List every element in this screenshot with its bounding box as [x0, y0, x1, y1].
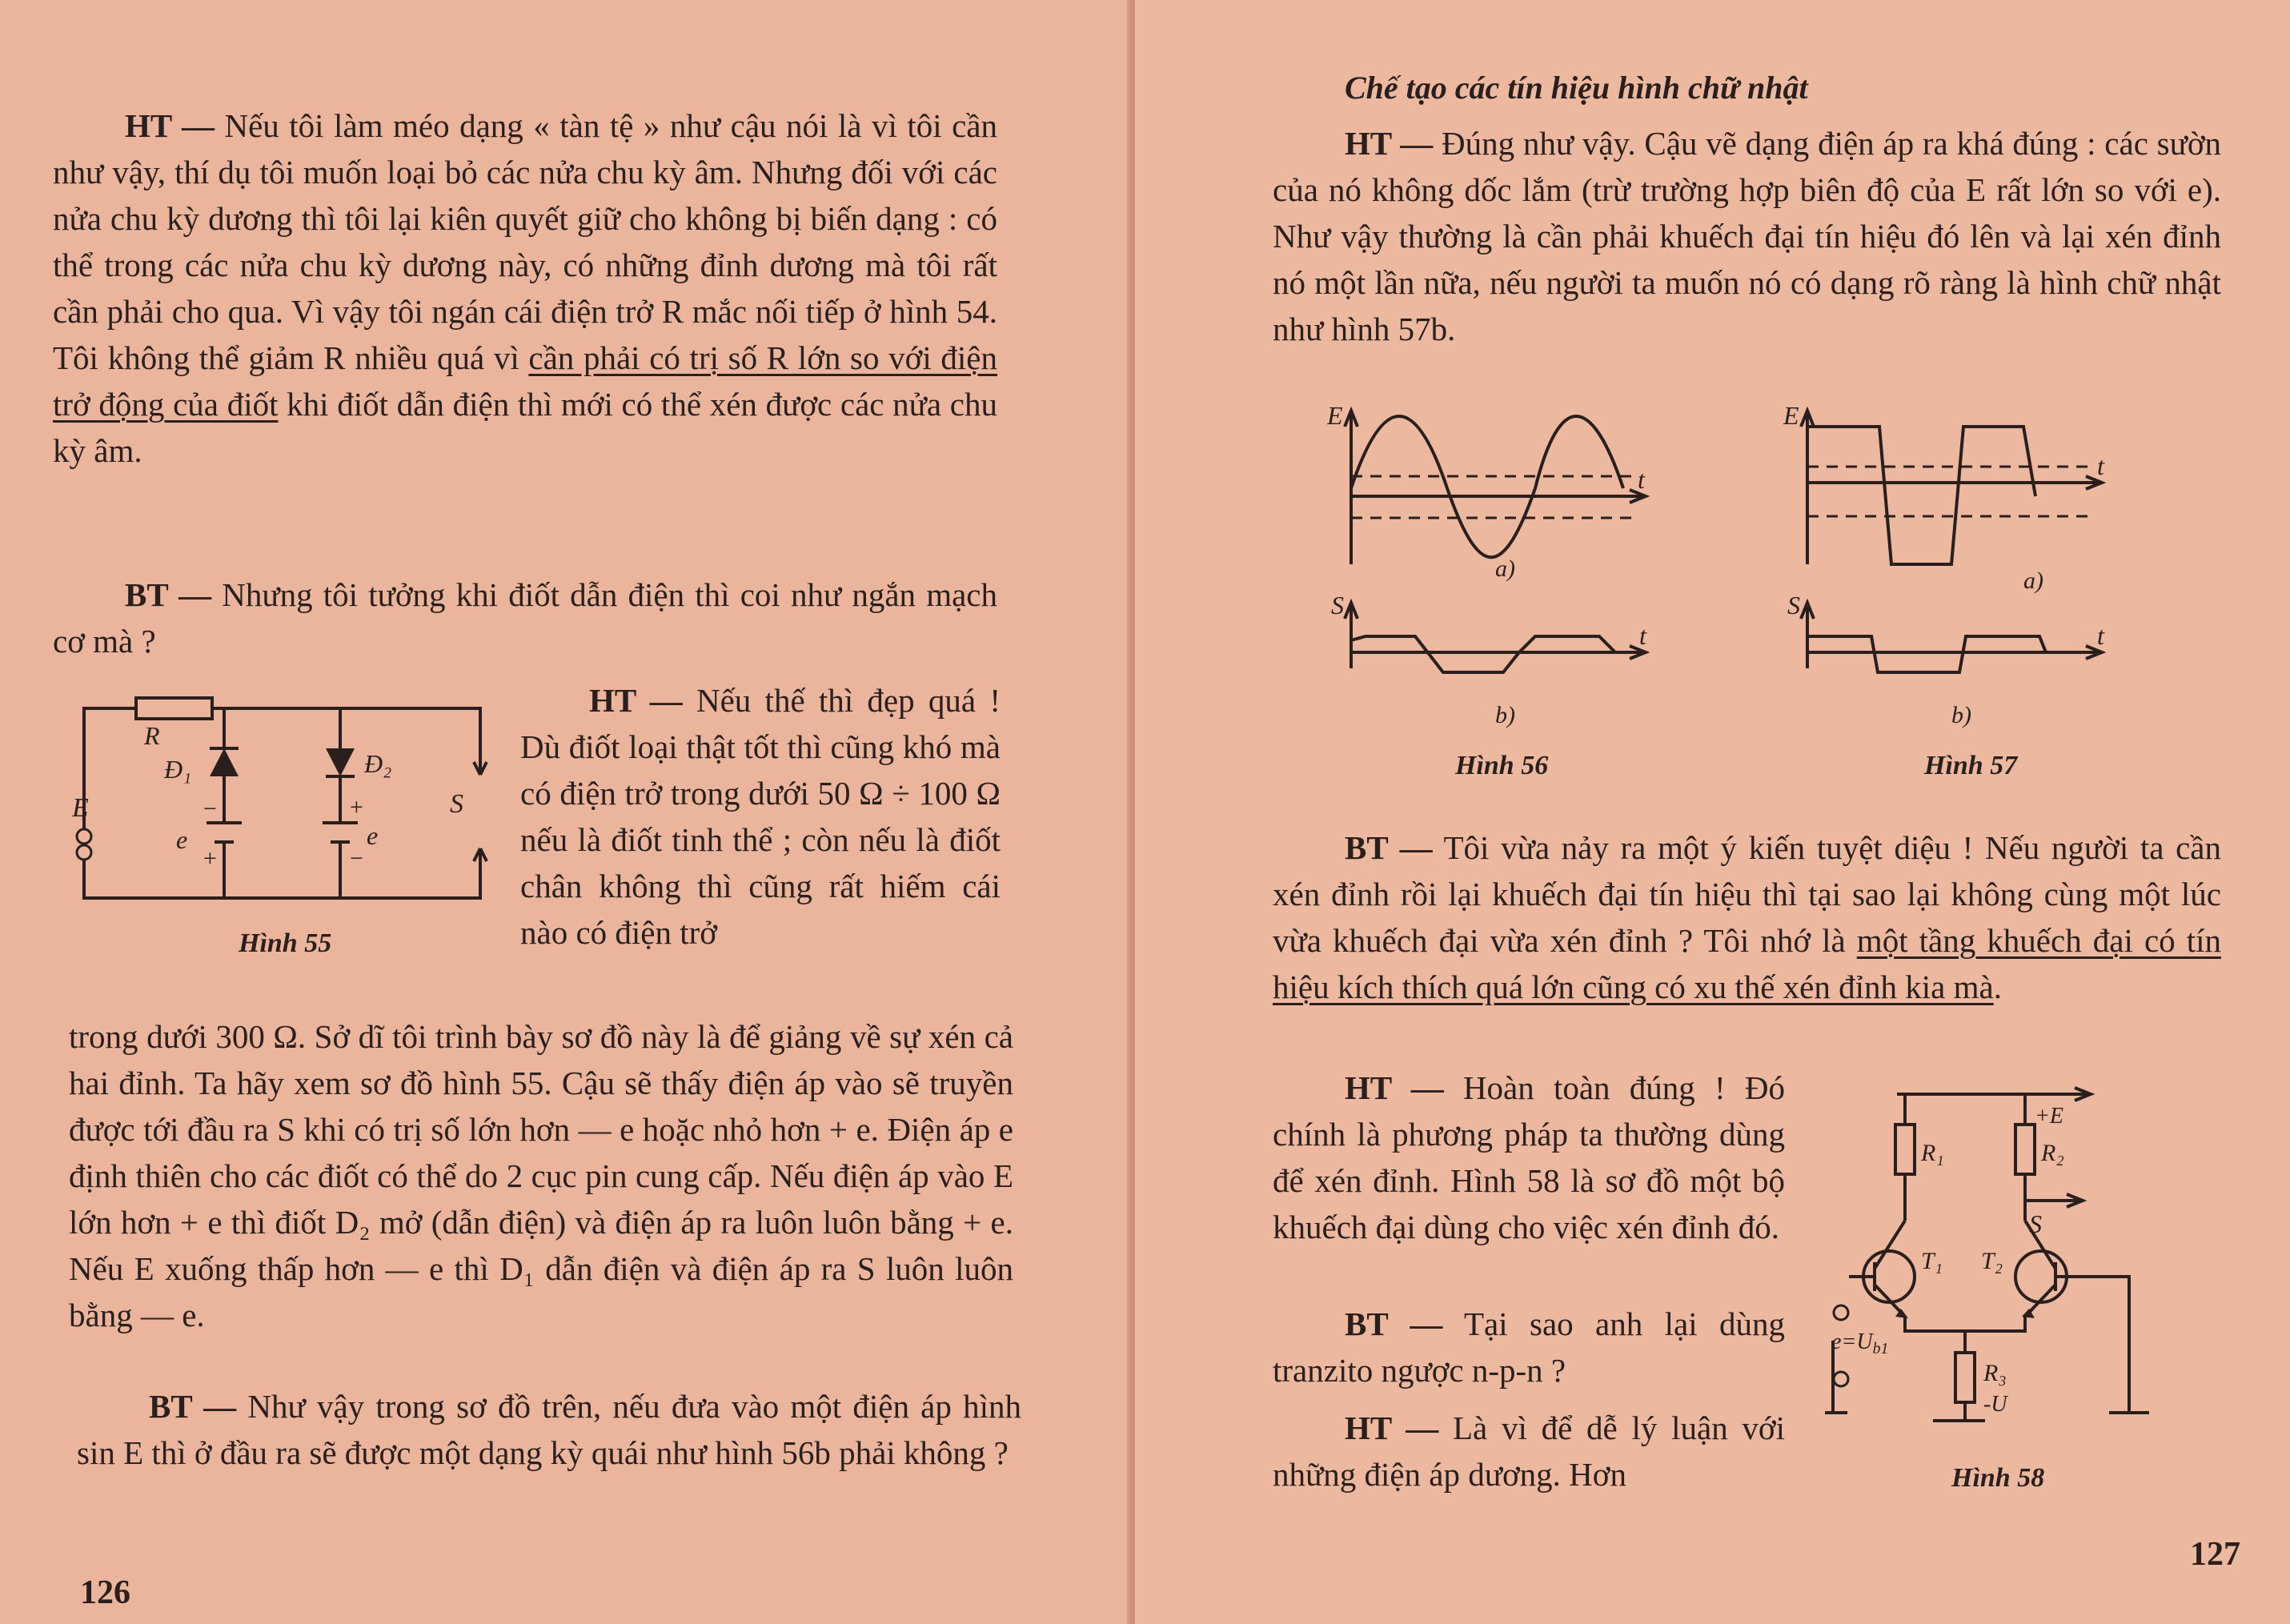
- svg-text:b): b): [1495, 702, 1515, 728]
- label-s-output: S: [2029, 1209, 2042, 1238]
- svg-text:t: t: [1639, 621, 1646, 650]
- svg-text:a): a): [1495, 555, 1515, 582]
- speaker-bt: BT —: [1345, 1305, 1443, 1342]
- label-s-output: S: [450, 789, 463, 819]
- speaker-ht: HT —: [1345, 1409, 1439, 1446]
- svg-text:b): b): [1951, 702, 1971, 728]
- svg-text:a): a): [2023, 567, 2043, 594]
- left-paragraph-3a: HT — Nếu thế thì đẹp quá ! Dù điốt loại thật tốt thì cũng khó mà có điện trở trong dưới 50 Ω ÷ 100 Ω nếu là điốt tinh thể ; còn nếu là điốt chân không thì cũng rất hiếm cái nào có điện trở: [520, 682, 1001, 951]
- speaker-bt: BT —: [149, 1388, 237, 1425]
- right-paragraph-5: HT — Là vì để dễ lý luận với những điện áp dương. Hơn: [1273, 1409, 1785, 1493]
- circuit-figure-58: [1825, 1077, 2241, 1429]
- svg-text:+: +: [348, 794, 365, 820]
- left-paragraph-1: HT — Nếu tôi làm méo dạng « tàn tệ » như cậu nói là vì tôi cần như vậy, thí dụ tôi muốn loại bỏ các nửa chu kỳ âm. Nhưng đối với các nửa chu kỳ dương thì tôi lại kiên quyết giữ cho không bị biến dạng : có thể trong các nửa chu kỳ dương này, có những đỉnh dương mà tôi rất cần phải cho qua. Vì vậy tôi ngán cái điện trở R mắc nối tiếp ở hình 54. Tôi không thể giảm R nhiều quá vì cần phải có trị số R lớn so với điện trở động của điốt khi điốt dẫn điện thì mới có thể xén được các nửa chu kỳ âm.: [53, 107, 998, 469]
- svg-text:−: −: [202, 796, 219, 822]
- caption-figure-55: Hình 55: [239, 928, 332, 958]
- svg-text:t: t: [1638, 465, 1645, 494]
- caption-figure-58: Hình 58: [1951, 1463, 2045, 1493]
- speaker-ht: HT —: [1345, 1069, 1444, 1106]
- underlined-phrase: cần phải có trị số R lớn so với điện trở động của điốt: [53, 339, 997, 423]
- label-r3: R₃: [1983, 1360, 2007, 1386]
- waveform-figure-57: [1783, 396, 2136, 748]
- left-paragraph-4: BT — Như vậy trong sơ đồ trên, nếu đưa vào một điện áp hình sin E thì ở đầu ra sẽ được một dạng kỳ quái như hình 56b phải không ?: [77, 1388, 1021, 1471]
- right-paragraph-1: HT — Đúng như vậy. Cậu vẽ dạng điện áp ra khá đúng : các sườn của nó không dốc lắm (trừ trường hợp biên độ của E rất lớn so với e). Như vậy thường là cần phải khuếch đại tín hiệu đó lên và lại xén đỉnh nó một lần nữa, nếu người ta muốn nó có dạng rõ ràng là hình chữ nhật như hình 57b.: [1273, 125, 2221, 347]
- section-heading: Chế tạo các tín hiệu hình chữ nhật: [1345, 70, 1808, 106]
- svg-text:E: E: [1783, 401, 1799, 430]
- left-page: [0, 0, 1130, 1624]
- page-number-left: 126: [80, 1574, 130, 1611]
- label-t2: T₂: [1981, 1248, 2003, 1274]
- label-minus-u: -U: [1983, 1392, 2007, 1417]
- speaker-bt: BT —: [125, 576, 212, 613]
- right-paragraph-4: BT — Tại sao anh lại dùng tranzito ngược n-p-n ?: [1273, 1305, 1785, 1389]
- label-e-bias-2: e: [367, 821, 379, 850]
- speaker-ht: HT —: [125, 107, 215, 144]
- svg-text:t: t: [2097, 451, 2104, 480]
- left-paragraph-2: BT — Nhưng tôi tưởng khi điốt dẫn điện thì coi như ngắn mạch cơ mà ?: [53, 576, 998, 660]
- label-r2: R₂: [2041, 1140, 2064, 1166]
- svg-text:+: +: [202, 845, 219, 872]
- page-number-right: 127: [2190, 1536, 2240, 1573]
- circuit-figure-55: [64, 688, 512, 928]
- right-paragraph-3: HT — Hoàn toàn đúng ! Đó chính là phương pháp ta thường dùng để xén đỉnh. Hình 58 là sơ đồ một bộ khuếch đại dùng cho việc xén đỉnh đó.: [1273, 1069, 1785, 1245]
- label-plus-e: +E: [2035, 1104, 2063, 1129]
- svg-text:t: t: [2097, 621, 2104, 650]
- svg-text:−: −: [348, 845, 365, 872]
- right-page: [1135, 0, 2290, 1624]
- label-r1: R₁: [1921, 1140, 1944, 1166]
- right-paragraph-2: BT — Tôi vừa nảy ra một ý kiến tuyệt diệu ! Nếu người ta cần xén đỉnh rồi lại khuếch đại tín hiệu thì tại sao lại không cùng một lúc vừa khuếch đại vừa xén đỉnh ? Tôi nhớ là một tầng khuếch đại có tín hiệu kích thích quá lớn cũng có xu thế xén đỉnh kia mà.: [1273, 829, 2222, 1005]
- svg-text:S: S: [1787, 591, 1800, 620]
- speaker-ht: HT —: [1345, 125, 1434, 162]
- speaker-bt: BT —: [1345, 829, 1433, 866]
- waveform-figure-56: [1327, 396, 1679, 748]
- label-e-bias-1: e: [176, 825, 188, 854]
- caption-figure-57: Hình 57: [1924, 751, 2018, 780]
- underlined-phrase: một tầng khuếch đại có tín hiệu kích thích quá lớn cũng có xu thế xén đỉnh kia mà: [1273, 922, 2221, 1005]
- label-e-input: E: [72, 793, 89, 823]
- speaker-ht: HT —: [589, 682, 683, 719]
- caption-figure-56: Hình 56: [1455, 751, 1549, 780]
- svg-text:S: S: [1331, 591, 1344, 620]
- label-r: R: [144, 721, 160, 750]
- label-d2: Đ₂: [364, 749, 392, 778]
- label-t1: T₁: [1921, 1248, 1943, 1274]
- svg-text:E: E: [1327, 401, 1343, 430]
- left-paragraph-3b: trong dưới 300 Ω. Sở dĩ tôi trình bày sơ đồ này là để giảng về sự xén cả hai đỉnh. Ta hãy xem sơ đồ hình 55. Cậu sẽ thấy điện áp vào sẽ truyền được tới đầu ra S khi có trị số lớn hơn — e hoặc nhỏ hơn + e. Điện áp e định thiên cho các điốt có thể do 2 cục pin cung cấp. Nếu điện áp vào E lớn hơn + e thì điốt D₂ mở (dẫn điện) và điện áp ra luôn luôn bằng + e. Nếu E xuống thấp hơn — e thì D₁ dẫn điện và điện áp ra S luôn luôn bằng — e.: [69, 1018, 1013, 1333]
- label-input: $e=U_{b1}$: [1831, 1329, 1889, 1357]
- label-d1: Đ₁: [164, 755, 192, 784]
